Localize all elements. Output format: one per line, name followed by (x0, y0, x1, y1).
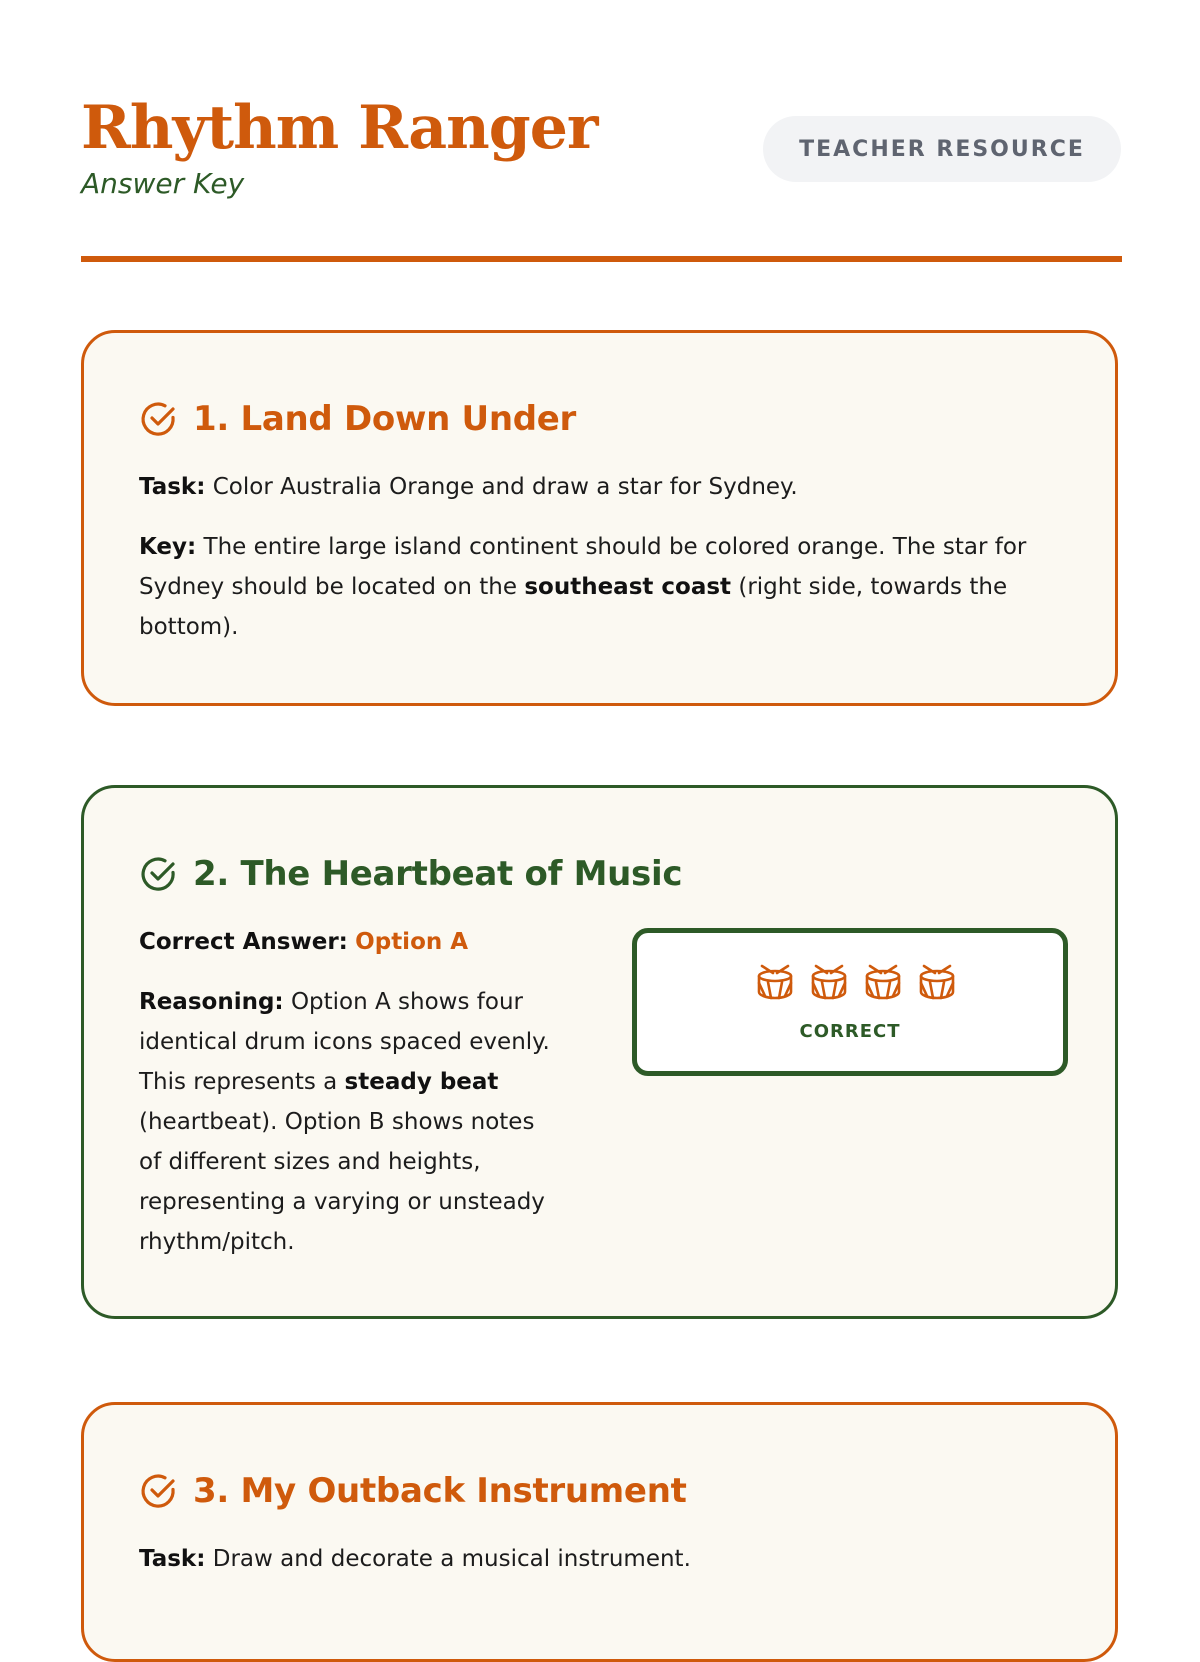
answer-value: Option A (355, 929, 469, 955)
key-text: The entire large island continent should be colored orange. The star for (203, 534, 1027, 560)
reasoning-text: This represents a (139, 1069, 338, 1095)
reasoning-line (139, 982, 579, 1022)
task-label: Task: (139, 474, 206, 500)
drum-icon (809, 963, 849, 1003)
section-land-down-under (81, 330, 1118, 706)
key-line-1 (139, 527, 1060, 567)
correct-option-graphic (632, 928, 1068, 1076)
task-text: Color Australia Orange and draw a star for Sydney. (212, 474, 798, 500)
reasoning-emphasis: steady beat (344, 1069, 499, 1095)
section-heartbeat-of-music (81, 785, 1118, 1319)
section-heading (139, 395, 1060, 443)
reasoning-text: Option A shows four (290, 989, 523, 1015)
reasoning-line: representing a varying or unsteady (139, 1189, 545, 1215)
section-title: 3. My Outback Instrument (193, 1471, 687, 1511)
answer-label: Correct Answer: (139, 929, 348, 955)
section-heading (139, 1467, 1060, 1515)
reasoning-block (139, 982, 579, 1262)
drum-row (755, 963, 957, 1003)
correct-label: CORRECT (799, 1021, 901, 1042)
key-line-3: bottom). (139, 614, 239, 640)
drum-icon (755, 963, 795, 1003)
check-circle-icon (139, 854, 179, 894)
check-circle-icon (139, 399, 179, 439)
task-line (139, 467, 1060, 507)
task-line (139, 1539, 1060, 1579)
header-divider (81, 256, 1122, 262)
section-heading (139, 850, 1060, 898)
section-title: 1. Land Down Under (193, 399, 577, 439)
page-title: Rhythm Ranger (81, 93, 598, 163)
task-label: Task: (139, 1546, 206, 1572)
teacher-resource-badge: TEACHER RESOURCE (763, 116, 1121, 182)
reasoning-label: Reasoning: (139, 989, 284, 1015)
reasoning-line: rhythm/pitch. (139, 1229, 295, 1255)
key-line-2 (139, 567, 1060, 607)
key-text: (right side, towards the (738, 574, 1008, 600)
key-text: Sydney should be located on the (139, 574, 518, 600)
drum-icon (863, 963, 903, 1003)
reasoning-line (139, 1062, 579, 1102)
task-text: Draw and decorate a musical instrument. (212, 1546, 691, 1572)
key-label: Key: (139, 534, 197, 560)
section-title: 2. The Heartbeat of Music (193, 854, 683, 894)
reasoning-line: of different sizes and heights, (139, 1149, 481, 1175)
check-circle-icon (139, 1471, 179, 1511)
reasoning-line: identical drum icons spaced evenly. (139, 1029, 550, 1055)
key-emphasis: southeast coast (524, 574, 732, 600)
page-subtitle: Answer Key (81, 167, 245, 200)
reasoning-line: (heartbeat). Option B shows notes (139, 1109, 535, 1135)
drum-icon (917, 963, 957, 1003)
section-outback-instrument (81, 1402, 1118, 1662)
